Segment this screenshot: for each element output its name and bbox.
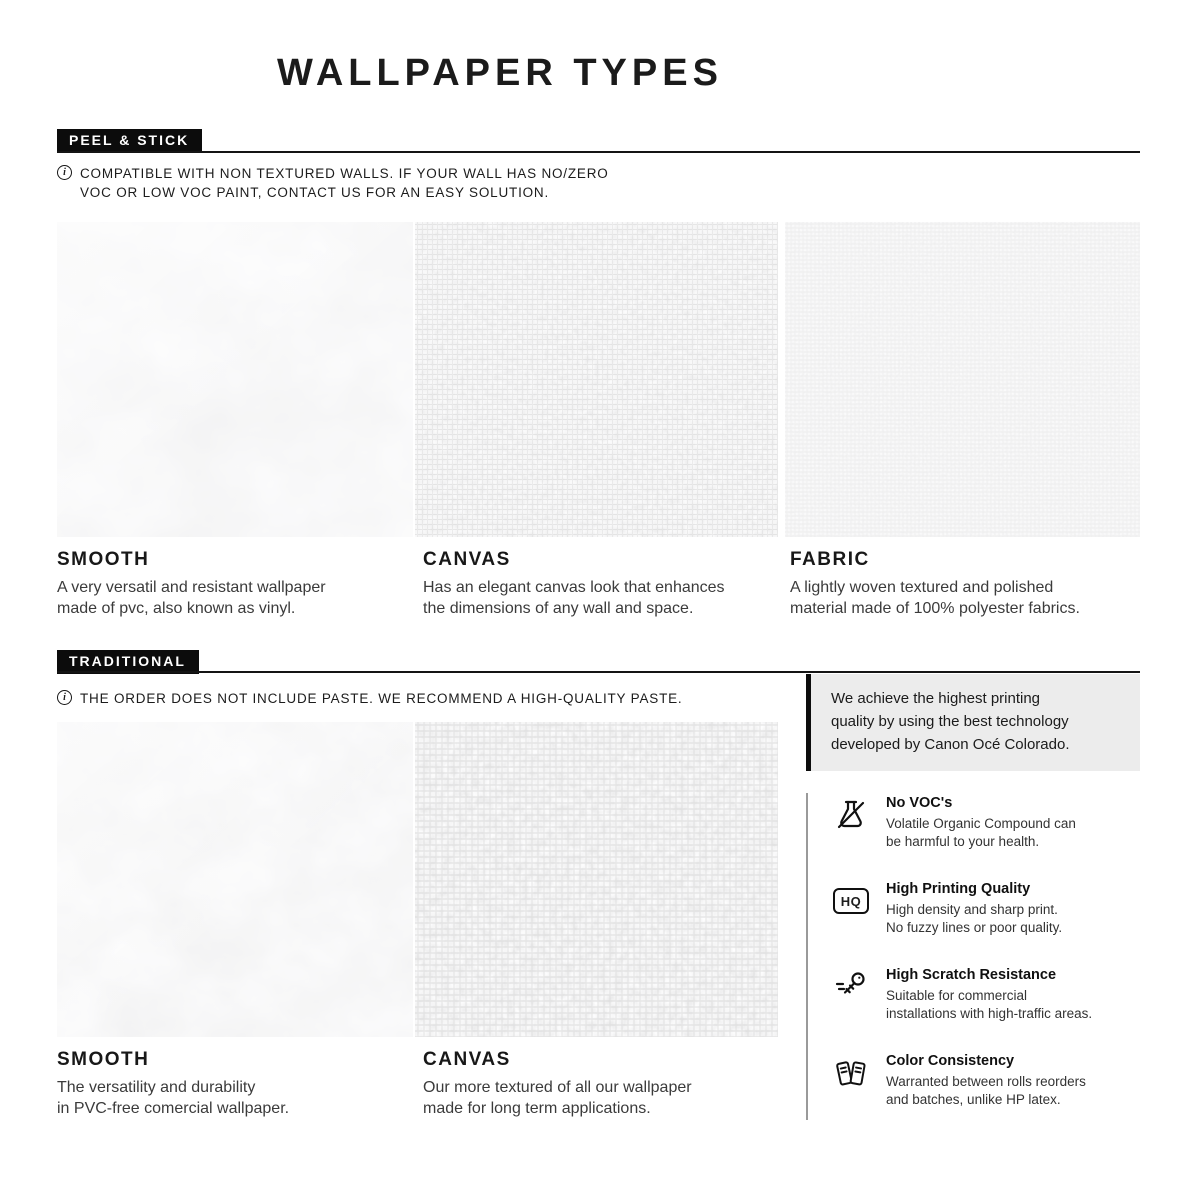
peel-swatch-smooth xyxy=(57,222,413,619)
traditional-section-divider xyxy=(57,671,1140,673)
callout-line: developed by Canon Océ Colorado. xyxy=(831,736,1070,753)
callout-line: quality by using the best technology xyxy=(831,713,1069,730)
feature-desc-line: be harmful to your health. xyxy=(886,834,1040,849)
info-icon: i xyxy=(57,690,72,705)
traditional-swatch-canvas xyxy=(415,722,778,1119)
swatch-desc-line: Has an elegant canvas look that enhances xyxy=(423,579,725,596)
swatch-title: CANVAS xyxy=(423,549,511,570)
peel-section-divider xyxy=(57,151,1140,153)
swatch-title: SMOOTH xyxy=(57,549,150,570)
swatch-desc xyxy=(57,577,413,619)
feature-desc-line: No fuzzy lines or poor quality. xyxy=(886,920,1063,935)
fabric-texture-svg xyxy=(785,222,1140,537)
feature-text xyxy=(886,795,1076,851)
swatch-desc-line: the dimensions of any wall and space. xyxy=(423,600,694,617)
swatch-desc-line: in PVC-free comercial wallpaper. xyxy=(57,1100,290,1117)
color-swatches-icon xyxy=(831,1053,871,1093)
canvas-texture-svg xyxy=(415,222,778,537)
feature-desc xyxy=(886,815,1076,851)
swatch-desc xyxy=(415,1077,778,1119)
feature-title: High Scratch Resistance xyxy=(886,967,1057,983)
peel-note-text xyxy=(80,164,609,202)
smooth-texture-svg xyxy=(57,722,413,1037)
swatch-title: FABRIC xyxy=(790,549,870,570)
traditional-note-line: THE ORDER DOES NOT INCLUDE PASTE. WE RECOMMEND A HIGH-QUALITY PASTE. xyxy=(80,691,683,706)
canvas-texture-svg xyxy=(415,722,778,1037)
feature-color-consistency xyxy=(831,1053,1151,1109)
smooth-texture-image xyxy=(57,722,413,1037)
smooth-texture-image xyxy=(57,222,413,537)
hq-badge: HQ xyxy=(833,888,869,914)
hq-icon xyxy=(831,881,871,921)
feature-high-printing-quality xyxy=(831,881,1151,937)
swatch-desc-line: material made of 100% polyester fabrics. xyxy=(790,600,1080,617)
scratch-resistance-icon xyxy=(831,967,871,1007)
feature-no-vocs xyxy=(831,795,1151,851)
printing-quality-callout xyxy=(806,674,1140,771)
smooth-texture-svg xyxy=(57,222,413,537)
feature-title: No VOC's xyxy=(886,795,953,811)
swatch-desc-line: Our more textured of all our wallpaper xyxy=(423,1079,692,1096)
peel-note-line: COMPATIBLE WITH NON TEXTURED WALLS. IF YOUR WALL HAS NO/ZERO xyxy=(80,166,609,181)
swatch-desc-line: made of pvc, also known as vinyl. xyxy=(57,600,296,617)
peel-note xyxy=(57,164,609,202)
canvas-texture-image xyxy=(415,722,778,1037)
info-icon: i xyxy=(57,165,72,180)
section-label-traditional: TRADITIONAL xyxy=(57,650,199,674)
fabric-texture-image xyxy=(785,222,1140,537)
feature-title: Color Consistency xyxy=(886,1053,1015,1069)
page-title: WALLPAPER TYPES xyxy=(277,52,723,94)
feature-title: High Printing Quality xyxy=(886,881,1031,897)
no-voc-icon xyxy=(831,795,871,835)
swatch-desc-line: made for long term applications. xyxy=(423,1100,651,1117)
feature-text xyxy=(886,881,1062,937)
swatch-desc-line: A lightly woven textured and polished xyxy=(790,579,1054,596)
feature-desc xyxy=(886,1073,1086,1109)
feature-desc xyxy=(886,901,1062,937)
swatch-desc-line: A very versatil and resistant wallpaper xyxy=(57,579,326,596)
canvas-texture-image xyxy=(415,222,778,537)
feature-high-scratch-resistance xyxy=(831,967,1151,1023)
feature-desc-line: Volatile Organic Compound can xyxy=(886,816,1076,831)
feature-desc xyxy=(886,987,1092,1023)
section-label-peel-and-stick: PEEL & STICK xyxy=(57,129,202,153)
swatch-desc xyxy=(57,1077,413,1119)
feature-desc-line: installations with high-traffic areas. xyxy=(886,1006,1093,1021)
traditional-swatch-smooth xyxy=(57,722,413,1119)
swatch-desc-line: The versatility and durability xyxy=(57,1079,256,1096)
traditional-note-text xyxy=(80,689,682,708)
callout-line: We achieve the highest printing xyxy=(831,690,1041,707)
feature-text xyxy=(886,967,1092,1023)
swatch-title: CANVAS xyxy=(423,1049,511,1070)
feature-desc-line: High density and sharp print. xyxy=(886,902,1058,917)
peel-swatch-fabric xyxy=(785,222,1140,619)
features-divider-line xyxy=(806,793,808,1120)
feature-desc-line: Warranted between rolls reorders xyxy=(886,1074,1086,1089)
peel-swatch-canvas xyxy=(415,222,778,619)
feature-desc-line: and batches, unlike HP latex. xyxy=(886,1092,1061,1107)
swatch-title: SMOOTH xyxy=(57,1049,150,1070)
feature-desc-line: Suitable for commercial xyxy=(886,988,1028,1003)
swatch-desc xyxy=(415,577,778,619)
traditional-note xyxy=(57,689,682,708)
swatch-desc xyxy=(785,577,1140,619)
peel-note-line: VOC OR LOW VOC PAINT, CONTACT US FOR AN EASY SOLUTION. xyxy=(80,185,550,200)
feature-text xyxy=(886,1053,1086,1109)
